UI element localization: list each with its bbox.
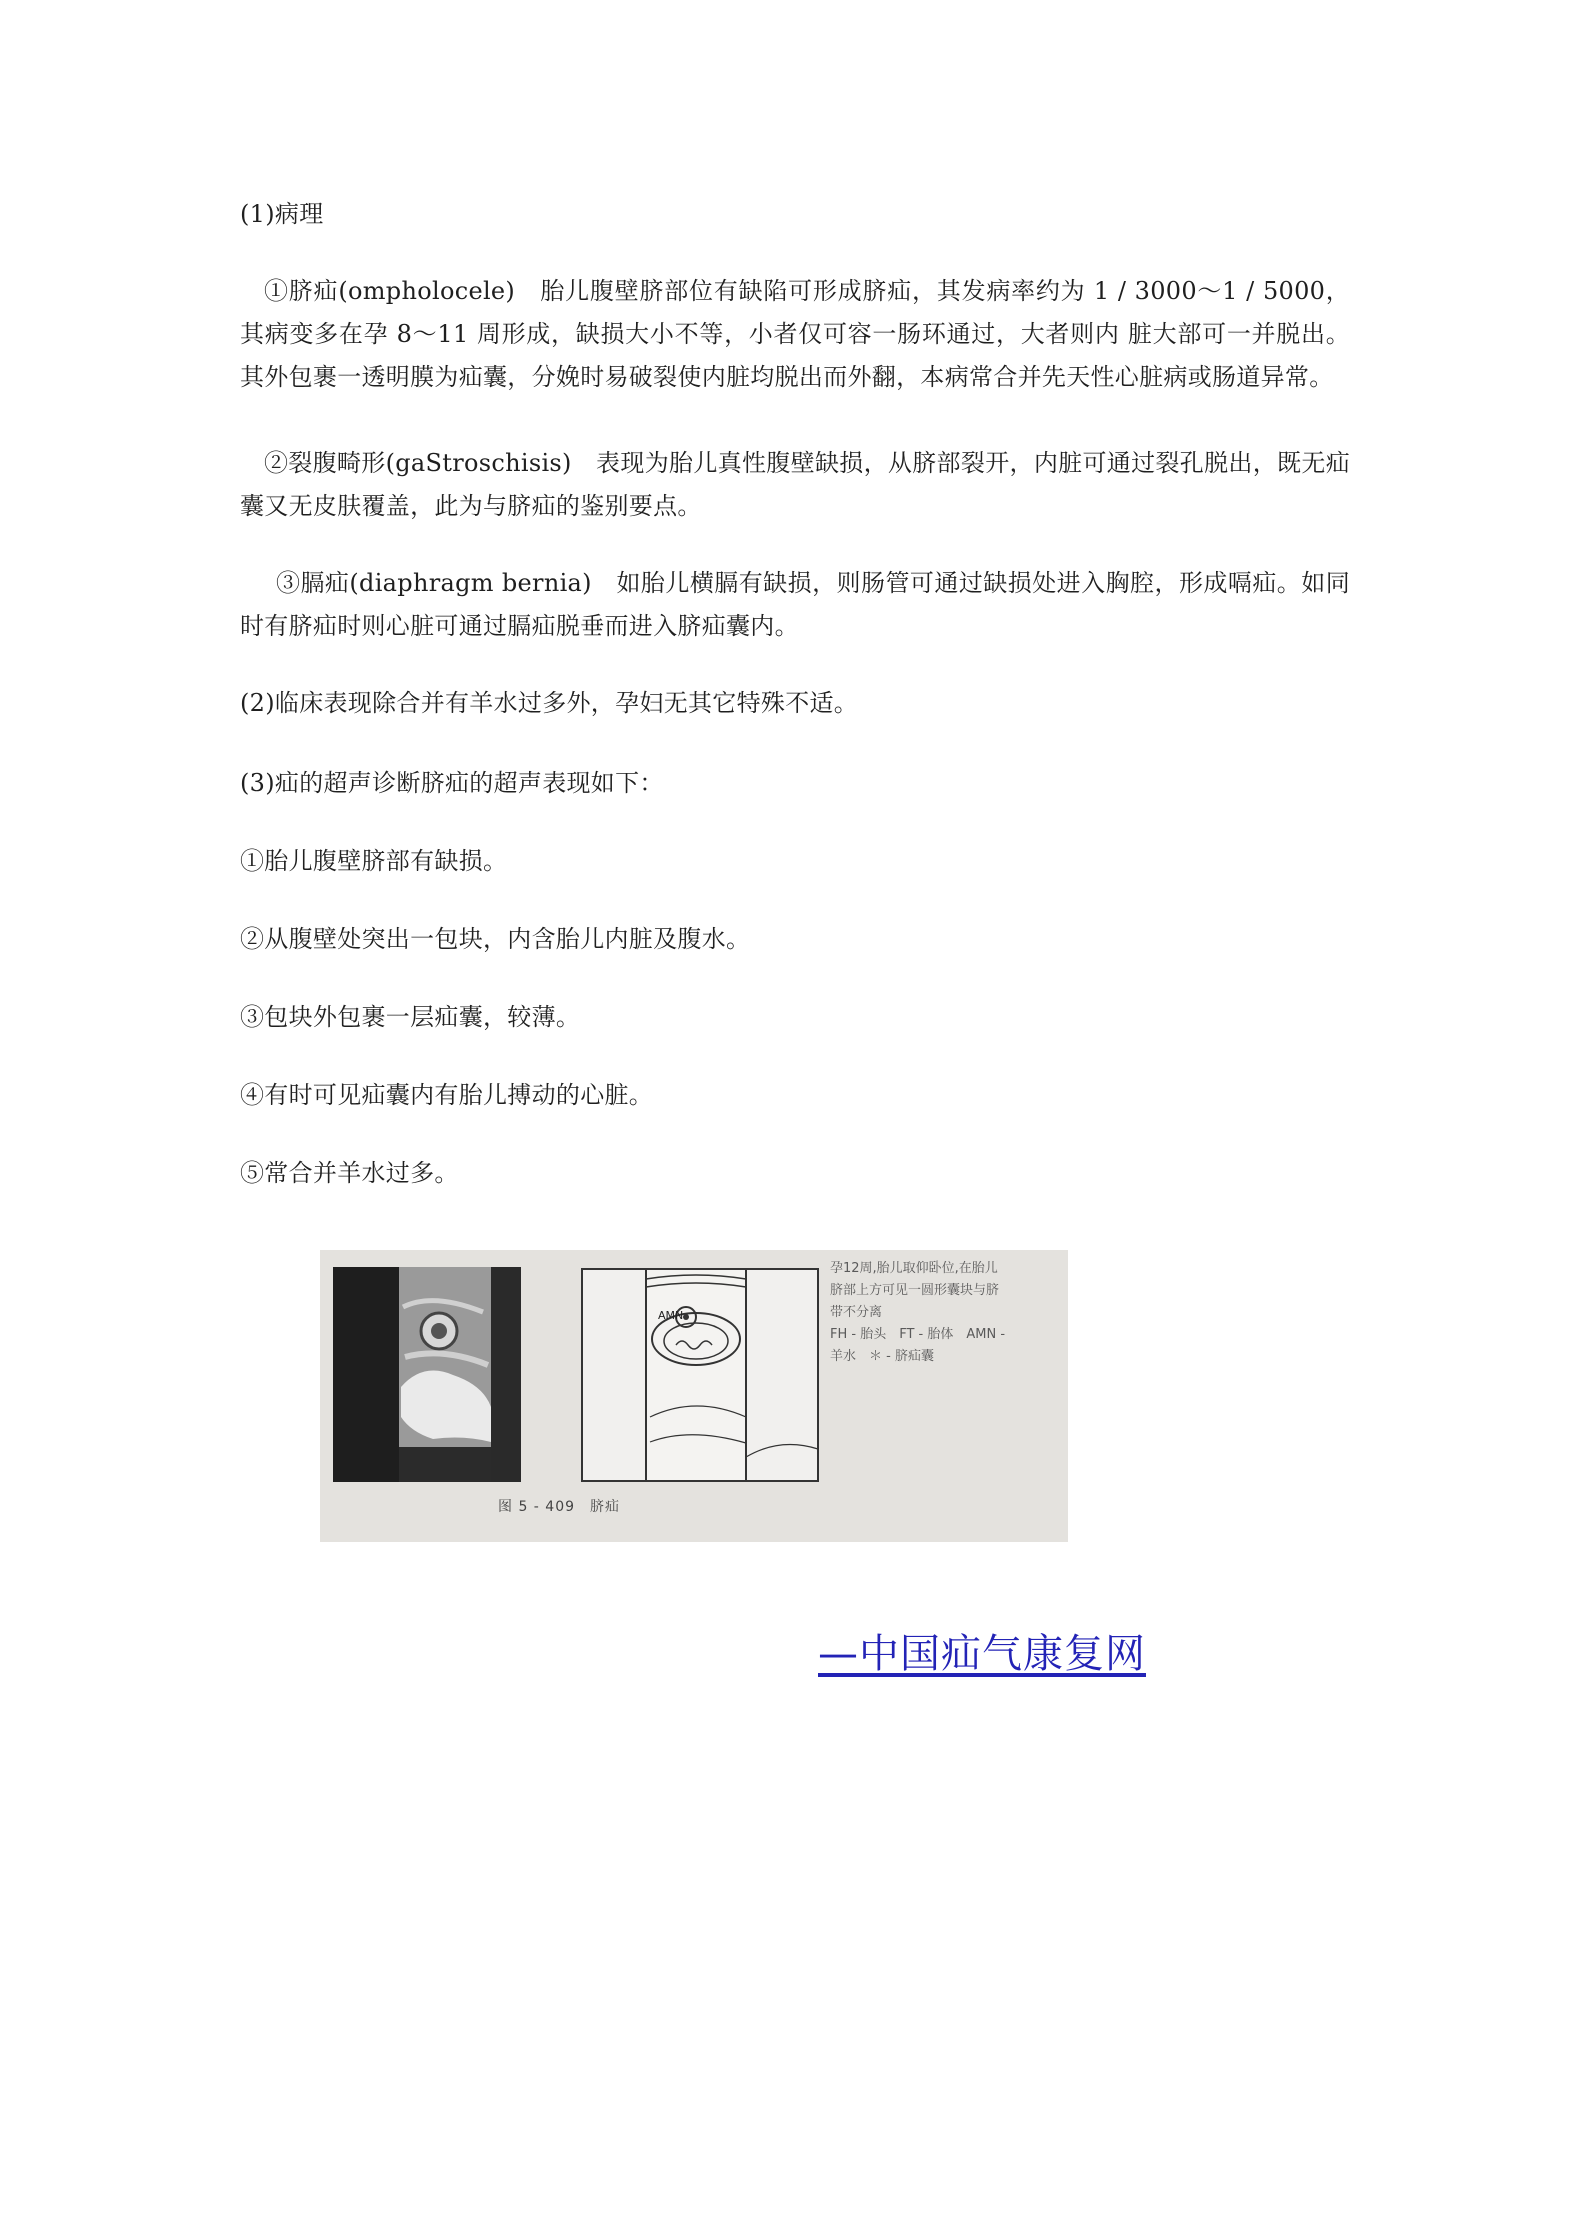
figure-caption xyxy=(830,1258,1062,1368)
caption-line: 孕12周,胎儿取仰卧位,在胎儿 xyxy=(830,1261,998,1276)
amn-label: AMN xyxy=(658,1309,684,1322)
finding-item: ③包块外包裹一层疝囊，较薄。 xyxy=(240,1003,581,1031)
finding-item: ⑤常合并羊水过多。 xyxy=(240,1159,459,1187)
paragraph-omphalocele: ①脐疝(ompholocele) 胎儿腹壁脐部位有缺陷可形成脐疝，其发病率约为 1 / 3000～1 / 5000，其病变多在孕 8～11 周形成，缺损大小不等，小者仅可容一肠环通过，大者则内 脏大部可一并脱出。其外包裹一透明膜为疝囊，分娩时易破裂使内脏均脱出而外翻，本病常合并先天性心脏病或肠道异常。 xyxy=(240,277,1350,391)
caption-line: FH - 胎头 FT - 胎体 AMN - xyxy=(830,1327,1006,1342)
figure-label: 图 5 - 409 脐疝 xyxy=(498,1499,621,1515)
ultrasound-image xyxy=(333,1267,521,1482)
paragraph-gastroschisis: ②裂腹畸形(gaStroschisis) 表现为胎儿真性腹壁缺损，从脐部裂开，内脏可通过裂孔脱出，既无疝囊又无皮肤覆盖，此为与脐疝的鉴别要点。 xyxy=(240,449,1350,520)
site-link[interactable]: —中国疝气康复网 xyxy=(818,1631,1146,1677)
caption-line: 带不分离 xyxy=(830,1305,883,1320)
finding-item: ②从腹壁处突出一包块，内含胎儿内脏及腹水。 xyxy=(240,925,751,953)
section-clinical: (2)临床表现除合并有羊水过多外，孕妇无其它特殊不适。 xyxy=(240,689,859,717)
section-heading-pathology: (1)病理 xyxy=(240,200,324,228)
schematic-drawing xyxy=(580,1267,820,1483)
finding-item: ④有时可见疝囊内有胎儿搏动的心脏。 xyxy=(240,1081,654,1109)
paragraph-diaphragm-hernia: ③膈疝(diaphragm bernia) 如胎儿横膈有缺损，则肠管可通过缺损处进入胸腔，形成嗝疝。如同时有脐疝时则心脏可通过膈疝脱垂而进入脐疝囊内。 xyxy=(240,569,1350,640)
finding-item: ①胎儿腹壁脐部有缺损。 xyxy=(240,847,508,875)
figure-umbilical-hernia xyxy=(320,1250,1068,1542)
section-ultrasound-heading: (3)疝的超声诊断脐疝的超声表现如下： xyxy=(240,769,664,797)
caption-line: 羊水 ＊ - 脐疝囊 xyxy=(830,1349,934,1364)
caption-line: 脐部上方可见一圆形囊块与脐 xyxy=(830,1283,1000,1298)
